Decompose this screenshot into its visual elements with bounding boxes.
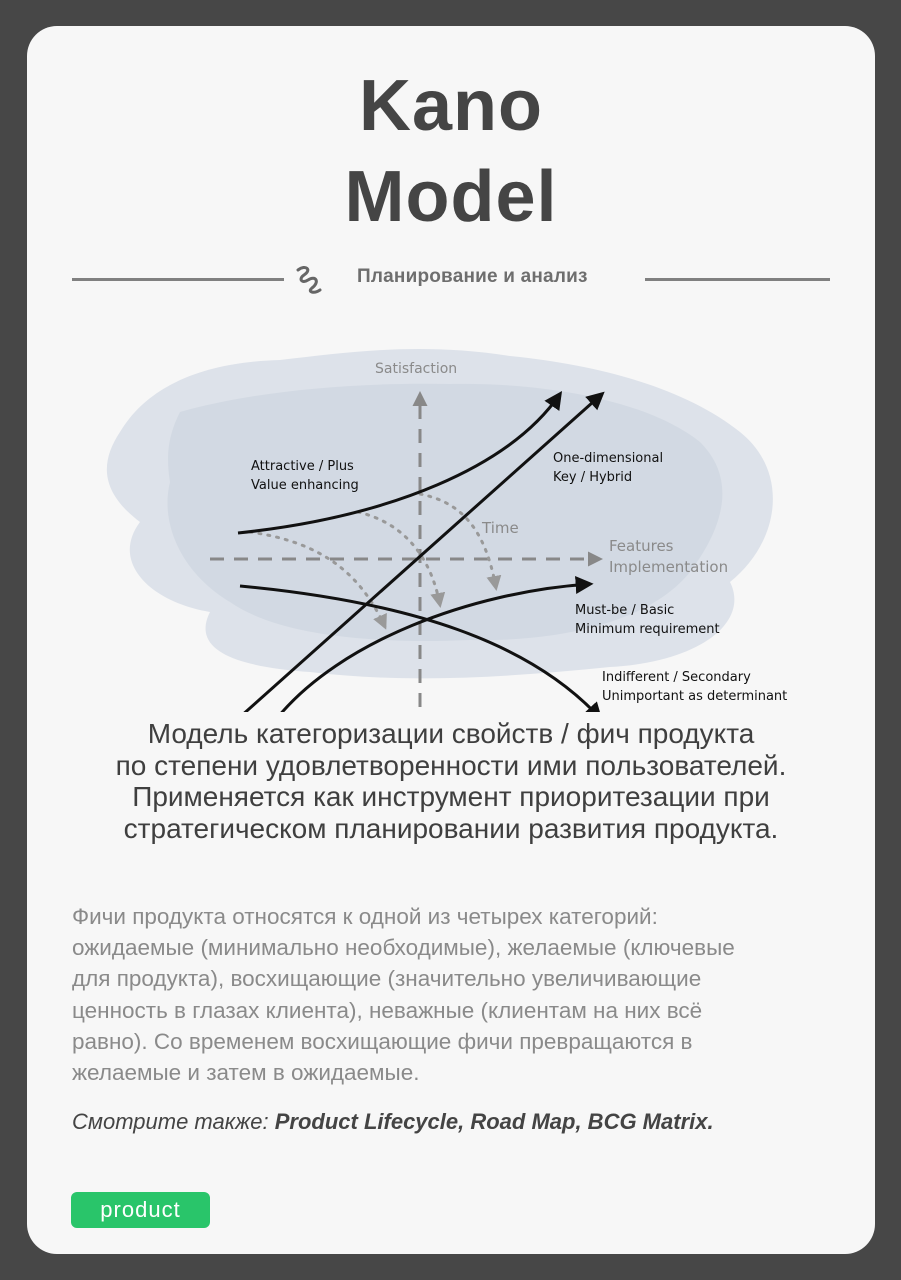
title-line-2: Model [344, 157, 558, 237]
attractive-label-2: Value enhancing [251, 478, 359, 493]
one-dim-label-2: Key / Hybrid [553, 470, 633, 485]
lead-line: Применяется как инструмент приоритезации при [132, 781, 770, 812]
body-line: Фичи продукта относятся к одной из четырех категорий: [72, 904, 658, 929]
body-line: для продукта), восхищающие (значительно увеличивающие [72, 966, 702, 992]
lead-line: стратегическом планировании развития продукта. [123, 812, 779, 844]
body-line: ценность в глазах клиента), неважные (клиентам на них всё [72, 997, 703, 1023]
indifferent-label-2: Unimportant as determinant [602, 689, 788, 704]
attractive-label-1: Attractive / Plus [251, 459, 354, 474]
time-label: Time [482, 519, 519, 537]
must-be-label-1: Must-be / Basic [575, 603, 675, 618]
body-line: равно). Со временем восхищающие фичи превращаются в [72, 1028, 693, 1054]
body-line: ожидаемые (минимально необходимые), желаемые (ключевые [72, 935, 735, 961]
squiggle-icon [292, 262, 326, 296]
lead-line: Модель категоризации свойств / фич продукта [147, 718, 755, 749]
title-line-1: Kano [359, 66, 543, 146]
category-label: Планирование и анализ [357, 266, 588, 287]
body-line: желаемые и затем в ожидаемые. [72, 1060, 420, 1086]
must-be-label-2: Minimum requirement [575, 622, 720, 637]
indifferent-label-1: Indifferent / Secondary [602, 670, 751, 685]
one-dim-label-1: One-dimensional [553, 451, 664, 466]
x-axis-label-2: Implementation [609, 558, 729, 576]
body-paragraph [72, 901, 842, 1088]
y-axis-label: Satisfaction [375, 361, 458, 377]
divider-left [72, 278, 284, 281]
see-also [72, 1109, 714, 1135]
kano-card [27, 26, 875, 1254]
divider-right [645, 278, 830, 281]
see-also-prefix: Смотрите также: [72, 1109, 275, 1134]
x-axis-label-1: Features [609, 537, 674, 555]
see-also-links[interactable]: Product Lifecycle, Road Map, BCG Matrix. [274, 1109, 714, 1134]
product-tag[interactable]: product [71, 1192, 210, 1228]
kano-diagram [90, 322, 810, 712]
lead-paragraph [47, 718, 855, 844]
lead-line: по степени удовлетворенности ими пользователей. [115, 749, 787, 781]
